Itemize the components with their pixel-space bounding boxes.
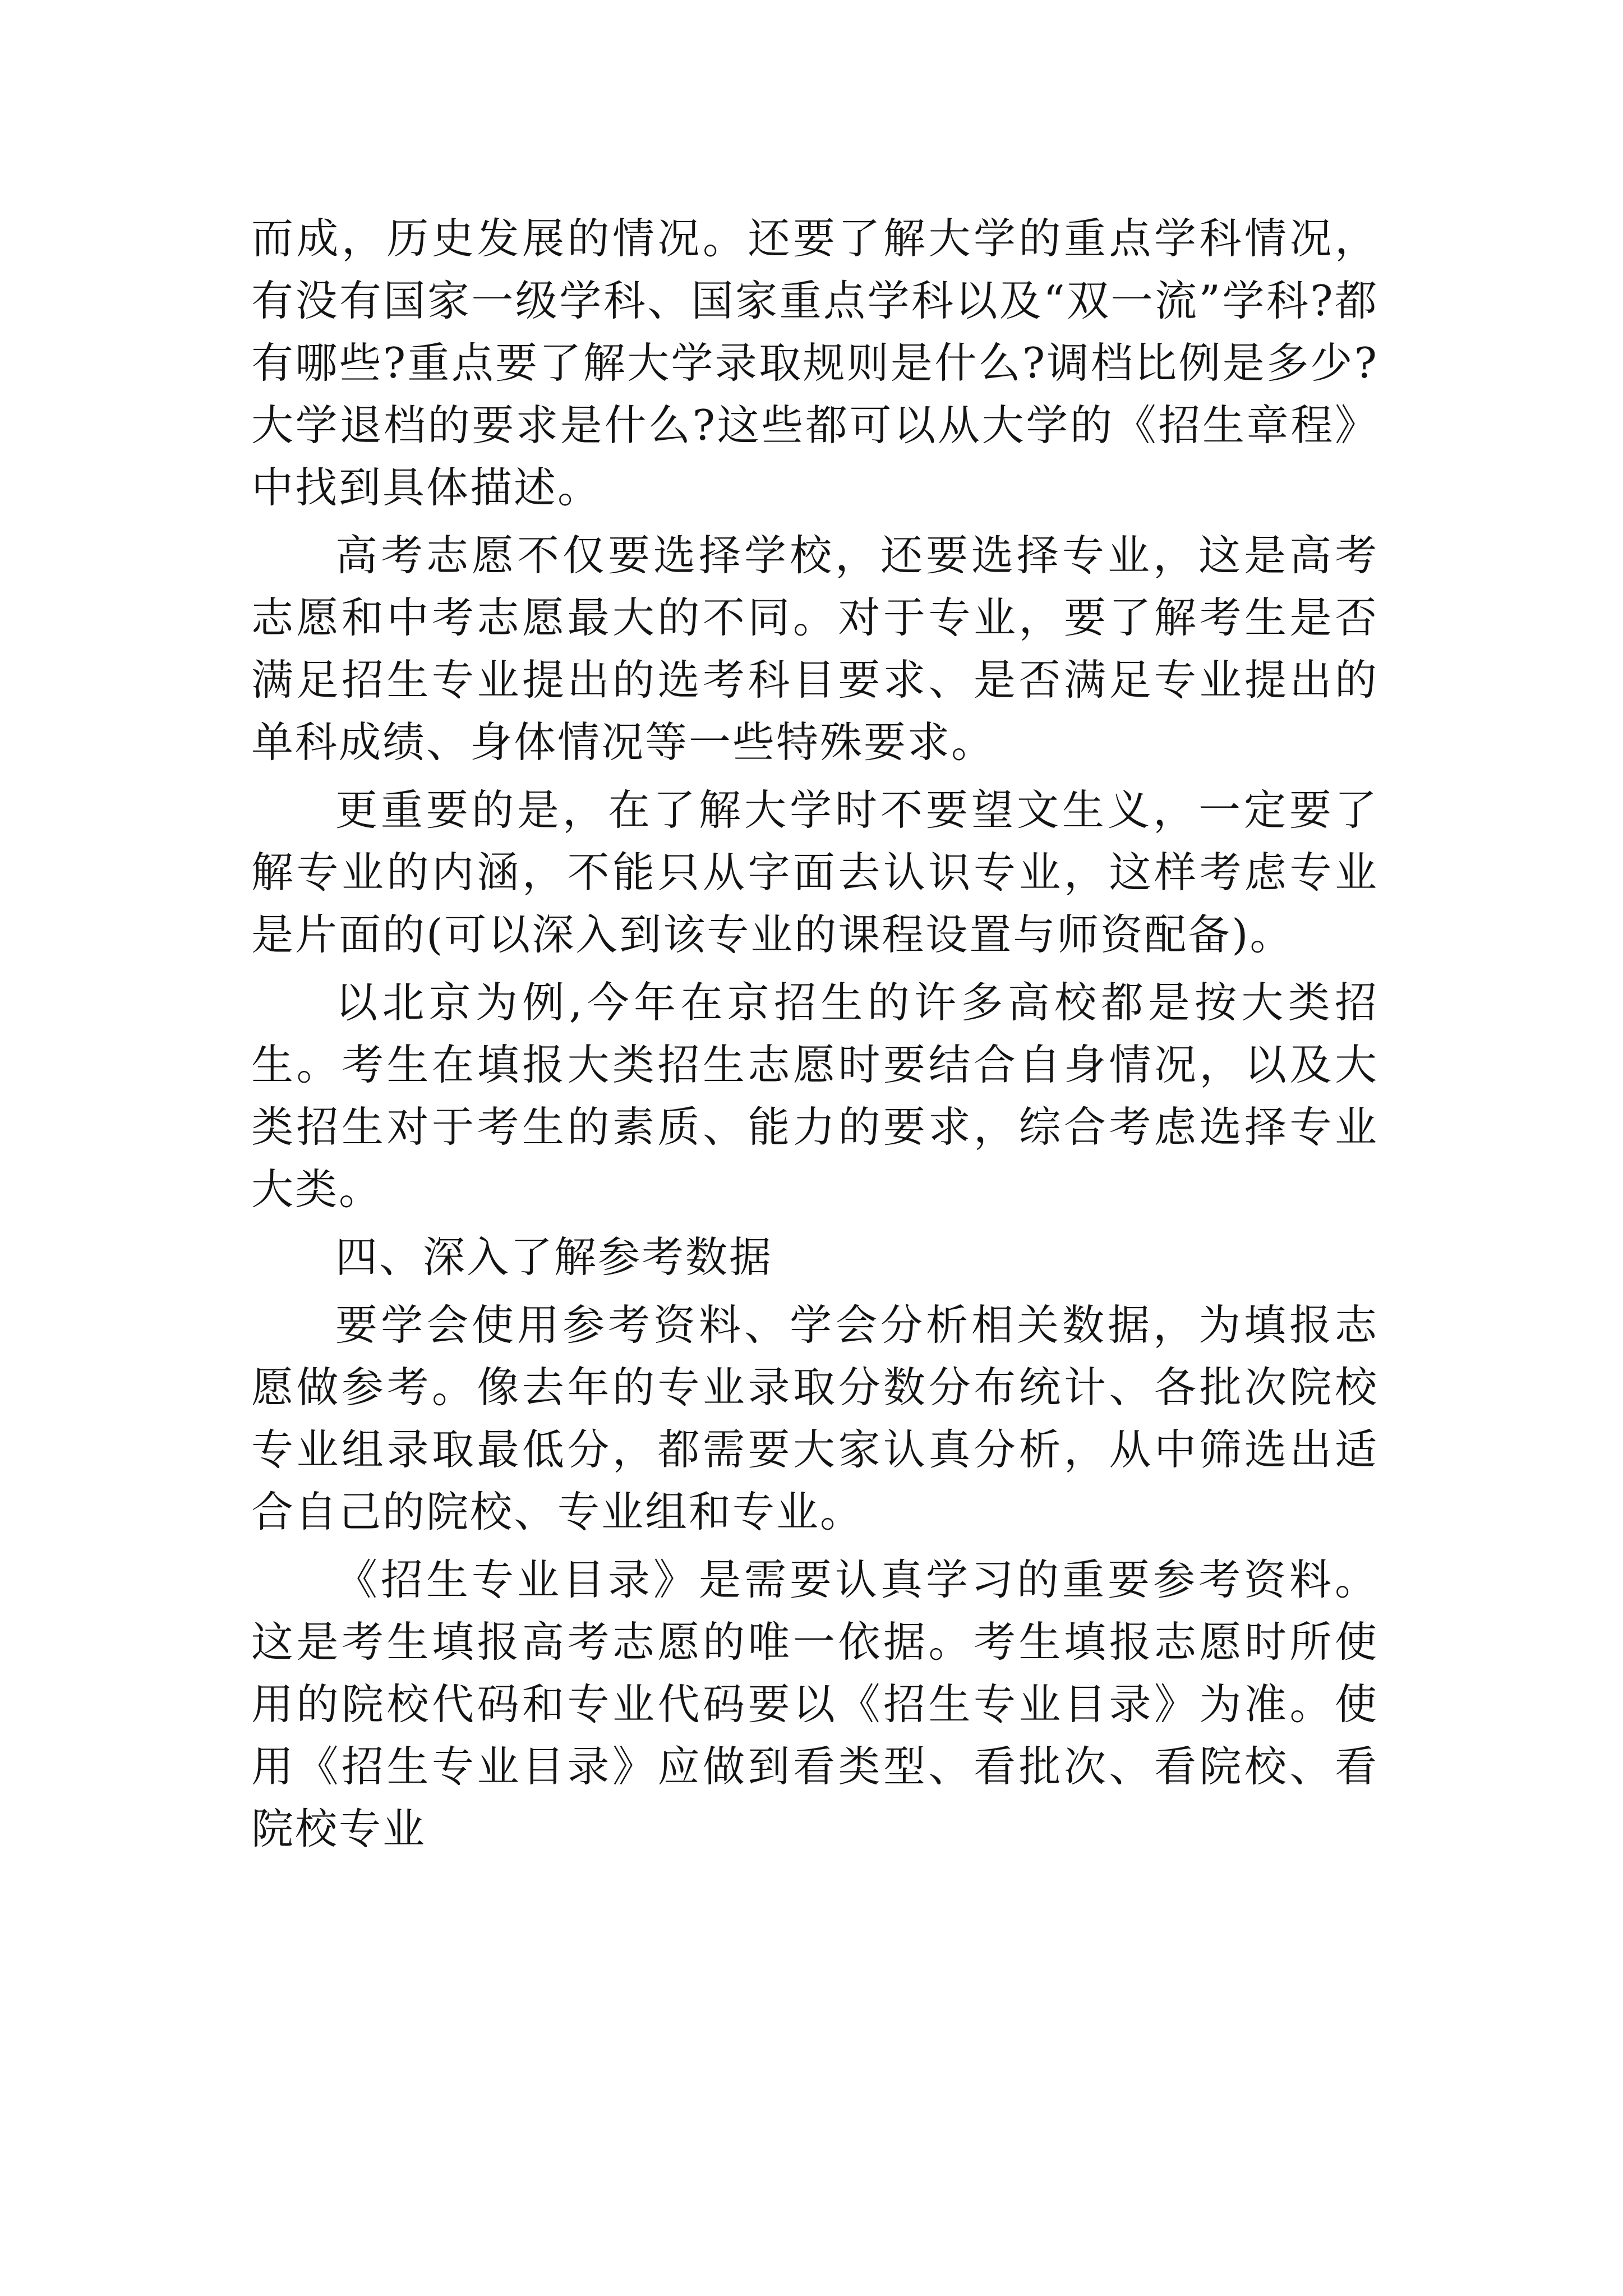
document-body: [251, 208, 1378, 1866]
paragraph-major-meaning: 更重要的是，在了解大学时不要望文生义，一定要了解专业的内涵，不能只从字面去认识专业，这样考虑专业是片面的(可以深入到该专业的课程设置与师资配备)。: [251, 785, 1378, 959]
paragraph-reference-data: 要学会使用参考资料、学会分析相关数据，为填报志愿做参考。像去年的专业录取分数分布统计、各批次院校专业组录取最低分，都需要大家认真分析，从中筛选出适合自己的院校、专业组和专业。: [251, 1300, 1378, 1536]
section-heading: 四、深入了解参考数据: [335, 1232, 773, 1282]
paragraph-beijing-example: 以北京为例,今年在京招生的许多高校都是按大类招生。考生在填报大类招生志愿时要结合自身情况，以及大类招生对于考生的素质、能力的要求，综合考虑选择专业大类。: [251, 978, 1378, 1214]
paragraph-catalog: 《招生专业目录》是需要认真学习的重要参考资料。这是考生填报高考志愿的唯一依据。考生填报志愿时所使用的院校代码和专业代码要以《招生专业目录》为准。使用《招生专业目录》应做到看类型、看批次、看院校、看院校专业: [251, 1555, 1378, 1853]
paragraph-major-selection: 高考志愿不仅要选择学校，还要选择专业，这是高考志愿和中考志愿最大的不同。对于专业，要了解考生是否满足招生专业提出的选考科目要求、是否满足专业提出的单科成绩、身体情况等一些特殊要求。: [251, 531, 1378, 767]
paragraph-continuation: 而成，历史发展的情况。还要了解大学的重点学科情况，有没有国家一级学科、国家重点学科以及“双一流”学科?都有哪些?重点要了解大学录取规则是什么?调档比例是多少?大学退档的要求是什么?这些都可以从大学的《招生章程》中找到具体描述。: [251, 214, 1378, 512]
